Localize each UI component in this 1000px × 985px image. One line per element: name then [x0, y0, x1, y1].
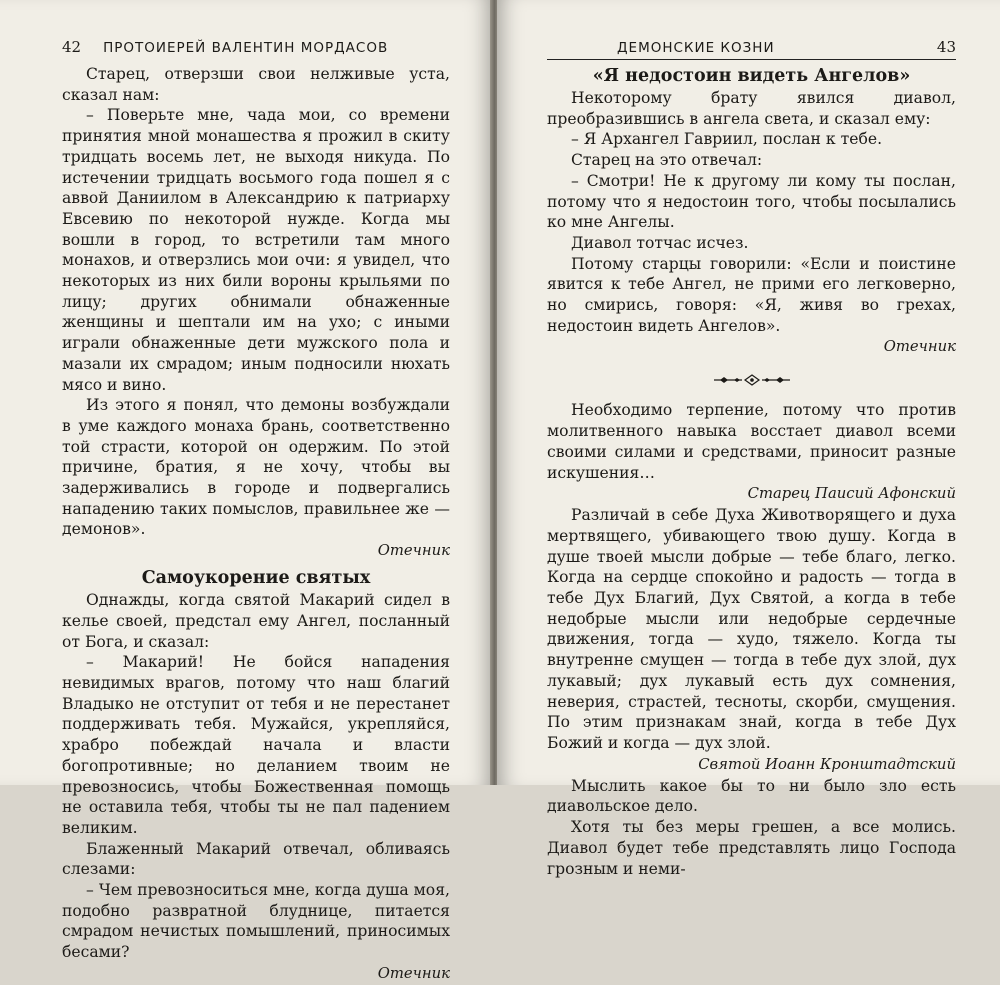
paragraph: Различай в себе Духа Животворящего и духа мертвящего, убивающего твою душу. Когда в душе твоей мысли добрые — тебе благо, легко. Когда на сердце спокойно и радость — тогда в тебе Дух Благий, Дух Святой, а когда в тебе недобрые мысли или недобрые сердечные движения, тогда — худо, тяжело. Когда ты внутренне смущен — тогда в тебе дух злой, дух лукавый; дух лукавый есть дух сомнения, неверия, страстей, тесноты, скорби, смущения. По этим признакам знай, когда в тебе Дух Божий и когда — дух злой. — [547, 506, 956, 752]
page-number-right: 43 — [936, 38, 956, 56]
paragraph: Мыслить какое бы то ни было зло есть диавольское дело. — [547, 776, 956, 816]
paragraph: Хотя ты без меры грешен, а все молись. Диавол будет тебе представлять лицо Господа грозным и неми- — [547, 818, 956, 878]
ornament-divider-icon — [547, 374, 956, 386]
source-attribution: Отечник — [883, 338, 956, 356]
running-head-right: ДЕМОНСКИЕ КОЗНИ — [617, 40, 775, 56]
left-page — [0, 0, 492, 982]
running-head-left: ПРОТОИЕРЕЙ ВАЛЕНТИН МОРДАСОВ — [103, 40, 389, 56]
right-page-header — [547, 38, 956, 60]
right-page — [497, 0, 1000, 878]
source-attribution: Старец Паисий Афонский — [747, 485, 956, 503]
section-heading: Самоукорение святых — [141, 568, 371, 589]
source-attribution: Отечник — [377, 542, 450, 560]
paragraph: – Поверьте мне, чада мои, со времени принятия мной монашества я прожил в скиту тридцать восемь лет, не выходя никуда. По истечении тридцать восьмого года пошел я с аввой Даниилом в Александрию к патриарху Евсевию по некоторой нужде. Когда мы вошли в город, то встретили там много монахов, и отверзлись мои очи: я увидел, что некоторых из них били вороны крыльями по лицу; других обнимали обнаженные женщины и шептали им на ухо; с иными играли обнаженные дети мужского пола и мазали их смрадом; иным подносили нюхать мясо и вино. — [62, 106, 450, 394]
section-heading: «Я недостоин видеть Ангелов» — [592, 66, 911, 86]
source-attribution: Святой Иоанн Кронштадтский — [698, 755, 956, 773]
left-page-header — [62, 38, 450, 56]
paragraph: Блаженный Макарий отвечал, обливаясь слезами: — [62, 839, 450, 879]
paragraph: – Смотри! Не к другому ли кому ты послан, потому что я недостоин того, чтобы посылались ко мне Ангелы. — [547, 171, 956, 232]
paragraph: – Чем превозноситься мне, когда душа моя, подобно развратной блуднице, питается смрадом нечистых помышлений, приносимых бесами? — [62, 881, 450, 962]
paragraph: Диавол тотчас исчез. — [571, 233, 749, 252]
paragraph: – Макарий! Не бойся нападения невидимых врагов, потому что наш благий Владыко не отступит от тебя и не перестанет поддерживать тебя. Мужайся, укрепляйся, храбро побеждай начала и власти богопротивные; но деланием твоим не превозносись, чтобы Божественная помощь не оставила тебя, чтобы ты не пал падением великим. — [62, 653, 450, 837]
source-attribution: Отечник — [377, 964, 450, 982]
paragraph: Однажды, когда святой Макарий сидел в келье своей, предстал ему Ангел, посланный от Бога, и сказал: — [62, 591, 450, 651]
paragraph: Потому старцы говорили: «Если и поистине явится к тебе Ангел, не прими его легковерно, но смирись, говоря: «Я, живя во грехах, недостоин видеть Ангелов». — [547, 254, 956, 335]
paragraph: Необходимо терпение, потому что против молитвенного навыка восстает диавол всеми своими силами и средствами, приносит разные искушения… — [547, 401, 956, 482]
paragraph: Старец, отверзши свои нелживые уста, сказал нам: — [62, 65, 450, 104]
paragraph: Старец на это отвечал: — [571, 151, 763, 170]
paragraph: Из этого я понял, что демоны возбуждали в уме каждого монаха брань, соответственно той страсти, которой он одержим. По этой причине, братия, я не хочу, чтобы вы задерживались в городе и подвергались нападению таких помыслов, правильнее же — демонов». — [62, 396, 450, 539]
paragraph: Некоторому брату явился диавол, преобразившись в ангела света, и сказал ему: — [547, 89, 956, 128]
page-number-left: 42 — [62, 38, 82, 56]
paragraph: – Я Архангел Гавриил, послан к тебе. — [571, 130, 883, 149]
